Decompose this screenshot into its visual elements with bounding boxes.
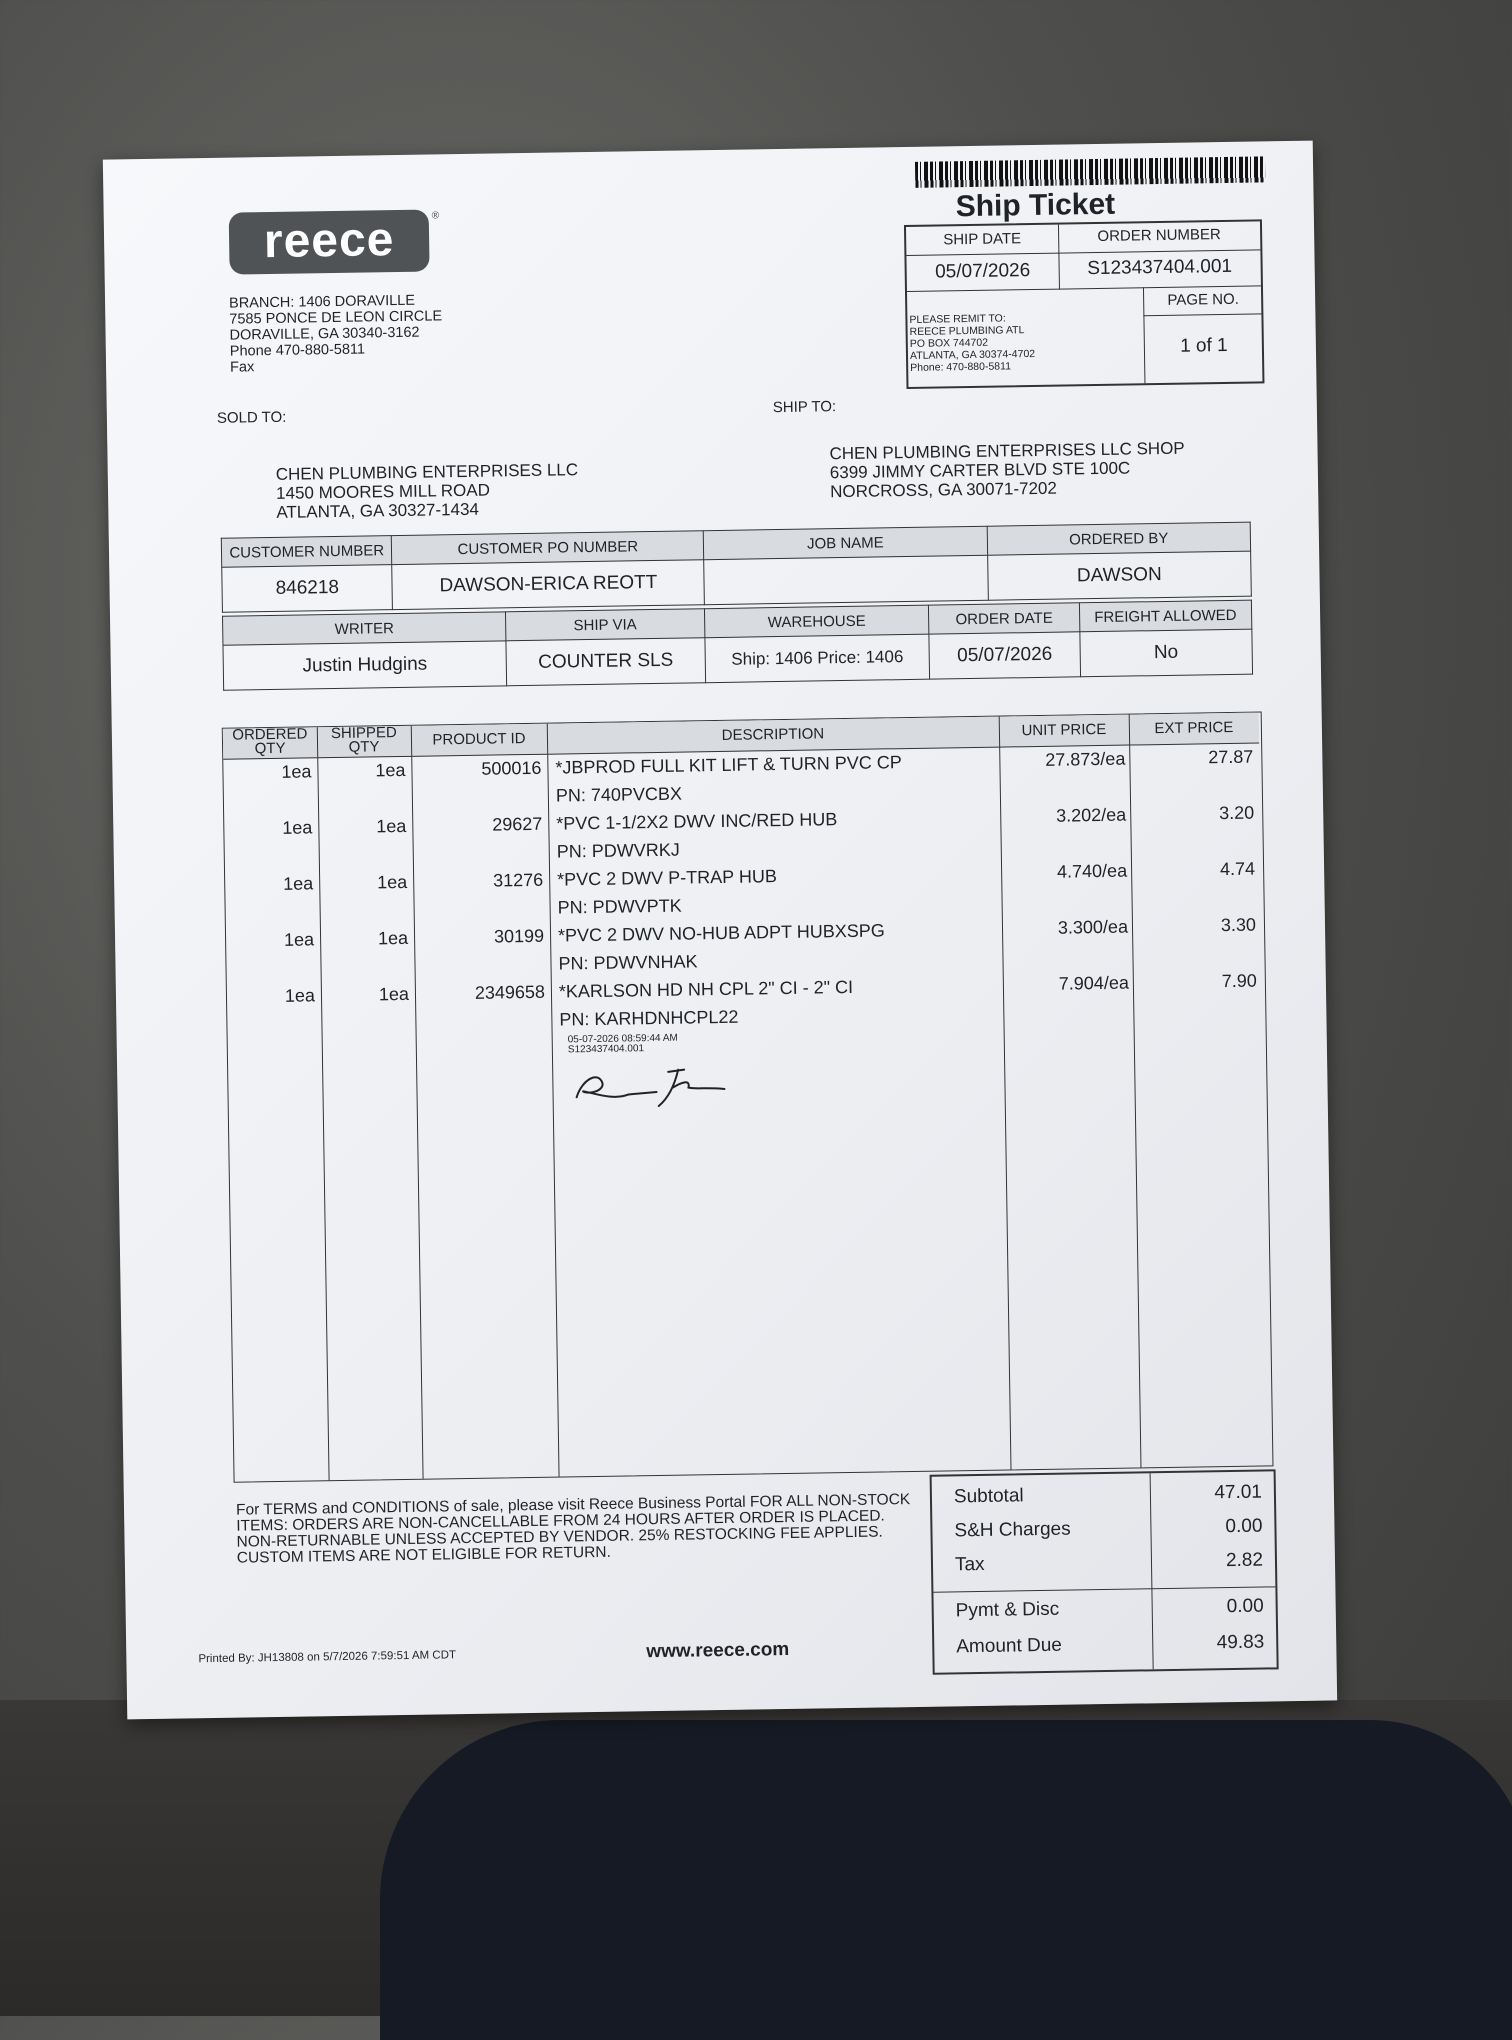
ship-date-value: 05/07/2026 <box>934 260 1031 283</box>
pymt-disc-row <box>934 1595 1276 1632</box>
part-number-cell: PN: PDWVPTK <box>557 895 682 918</box>
product-id-cell: 30199 <box>493 925 545 947</box>
order-number-value: S123437404.001 <box>1087 255 1233 280</box>
sh-charges-label: S&H Charges <box>954 1518 1071 1542</box>
shipped-qty-cell: 1ea <box>378 983 410 1005</box>
ship-to-address: CHEN PLUMBING ENTERPRISES LLC SHOP 6399 JIMMY CARTER BLVD STE 100C NORCROSS, GA 30071-7202 <box>829 438 1185 502</box>
ext-price-cell: 7.90 <box>1221 970 1258 992</box>
registered-mark: ® <box>431 210 440 222</box>
writer-value: Justin Hudgins <box>223 641 507 690</box>
page-number-value: 1 of 1 <box>1179 334 1228 357</box>
order-info-table-2 <box>222 600 1253 691</box>
ext-price-cell: 3.20 <box>1219 802 1255 824</box>
unit-price-cell: 3.300/ea <box>1057 916 1129 938</box>
subtotal-value: 47.01 <box>1214 1481 1263 1504</box>
shipped-qty-header: SHIPPED QTY <box>317 726 411 758</box>
part-number-cell: PN: PDWVNHAK <box>558 951 698 974</box>
description-cell: *JBPROD FULL KIT LIFT & TURN PVC CP <box>555 752 902 778</box>
ship-to-label: SHIP TO: <box>772 398 837 417</box>
subtotal-row <box>932 1481 1274 1518</box>
product-id-cell: 500016 <box>481 757 542 779</box>
tax-row <box>933 1549 1275 1586</box>
ship-via-value: COUNTER SLS <box>506 638 705 686</box>
sold-to-label: SOLD TO: <box>216 408 287 427</box>
tax-label: Tax <box>954 1553 985 1576</box>
unit-price-header: UNIT PRICE <box>999 715 1129 748</box>
reece-logo: reece <box>229 209 430 274</box>
unit-price-cell: 4.740/ea <box>1056 860 1128 882</box>
ship-ticket-document <box>103 141 1337 1720</box>
unit-price-cell: 3.202/ea <box>1056 804 1127 826</box>
amount-due-label: Amount Due <box>956 1634 1063 1658</box>
description-cell: *PVC 2 DWV P-TRAP HUB <box>557 866 778 890</box>
shipped-qty-cell: 1ea <box>376 815 407 837</box>
warehouse-value: Ship: 1406 Price: 1406 <box>705 634 930 683</box>
order-date-label: ORDER DATE <box>929 603 1080 634</box>
description-cell: *PVC 2 DWV NO-HUB ADPT HUBXSPG <box>557 920 885 946</box>
page-number-label: PAGE NO. <box>1167 290 1239 309</box>
order-number-label-cell <box>1058 221 1260 253</box>
page-title: Ship Ticket <box>955 187 1116 224</box>
ordered-qty-cell: 1ea <box>283 929 315 950</box>
shipped-qty-cell: 1ea <box>377 871 408 893</box>
warehouse-label: WAREHOUSE <box>704 605 929 638</box>
sh-charges-value: 0.00 <box>1225 1515 1263 1538</box>
page-number-cell <box>1143 313 1263 383</box>
signature-timestamp: 05-07-2026 08:59:44 AM S123437404.001 <box>567 1032 678 1056</box>
order-number-cell <box>1058 249 1261 289</box>
ordered-qty-cell: 1ea <box>284 985 316 1006</box>
branch-address: BRANCH: 1406 DORAVILLE 7585 PONCE DE LEON CIRCLE DORAVILLE, GA 30340-3162 Phone 470-880-5811 Fax <box>228 292 443 376</box>
freight-allowed-value: No <box>1079 629 1252 677</box>
freight-allowed-label: FREIGHT ALLOWED <box>1079 600 1252 632</box>
pymt-disc-label: Pymt & Disc <box>955 1598 1060 1622</box>
sh-charges-row <box>932 1515 1274 1552</box>
shipped-qty-cell: 1ea <box>375 759 406 781</box>
ship-via-label: SHIP VIA <box>506 609 705 641</box>
order-number-label: ORDER NUMBER <box>1097 226 1221 245</box>
product-id-cell: 2349658 <box>474 981 546 1003</box>
shipped-qty-cell: 1ea <box>377 927 409 949</box>
ordered-qty-cell: 1ea <box>281 761 312 782</box>
ordered-qty-cell: 1ea <box>282 817 313 838</box>
job-name-value <box>704 555 988 604</box>
ext-price-cell: 3.30 <box>1220 914 1257 936</box>
ship-date-label: SHIP DATE <box>943 230 1022 249</box>
description-cell: *PVC 1-1/2X2 DWV INC/RED HUB <box>556 809 838 834</box>
unit-price-cell: 27.873/ea <box>1045 748 1126 770</box>
description-cell: *KARLSON HD NH CPL 2" CI - 2" CI <box>558 976 854 1002</box>
ordered-qty-cell: 1ea <box>283 873 314 894</box>
ext-price-cell: 27.87 <box>1208 746 1254 768</box>
totals-separator <box>933 1586 1275 1592</box>
description-header: DESCRIPTION <box>547 717 999 755</box>
line-items-table <box>222 711 1274 1482</box>
product-id-header: PRODUCT ID <box>411 724 547 757</box>
part-number-cell: PN: 740PVCBX <box>555 783 683 806</box>
customer-number-label: CUSTOMER NUMBER <box>221 536 392 568</box>
customer-po-value: DAWSON-ERICA REOTT <box>392 560 704 610</box>
totals-box <box>930 1469 1279 1674</box>
terms-and-conditions: For TERMS and CONDITIONS of sale, please visit Reece Business Portal FOR ALL NON-STOCK ITEMS: ORDERS ARE NON-CANCELLABLE FROM 24 HOURS AFTER ORDER IS PLACED. NON-RETURNABLE UNLESS ACCEPTED BY VENDOR. 25% RESTOCKING FEE APPLIES. CUSTOM ITEMS ARE NOT ELIGIBLE FOR RETURN. <box>235 1491 911 1567</box>
ordered-qty-header: ORDERED QTY <box>223 727 317 759</box>
ext-price-cell: 4.74 <box>1219 858 1256 880</box>
customer-po-label: CUSTOMER PO NUMBER <box>392 531 704 565</box>
writer-label: WRITER <box>223 612 507 645</box>
barcode-image <box>915 156 1265 187</box>
remit-to-address: PLEASE REMIT TO: REECE PLUMBING ATL PO BOX 744702 ATLANTA, GA 30374-4702 Phone: 470-880-5811 <box>909 312 1036 374</box>
ext-price-header: EXT PRICE <box>1129 713 1259 746</box>
tax-value: 2.82 <box>1225 1549 1264 1572</box>
handwritten-signature <box>568 1057 749 1116</box>
amount-due-value: 49.83 <box>1216 1631 1265 1654</box>
product-id-cell: 29627 <box>492 813 543 835</box>
pymt-disc-value: 0.00 <box>1226 1595 1264 1618</box>
page-label-cell <box>1143 285 1262 316</box>
part-number-cell: PN: KARHDNHCPL22 <box>559 1006 739 1030</box>
customer-number-value: 846218 <box>222 565 393 613</box>
order-info-table-1 <box>221 522 1252 613</box>
ship-date-cell <box>906 253 1060 292</box>
part-number-cell: PN: PDWVRKJ <box>556 839 680 862</box>
unit-price-cell: 7.904/ea <box>1058 972 1130 994</box>
ordered-by-value: DAWSON <box>987 551 1251 600</box>
sold-to-address: CHEN PLUMBING ENTERPRISES LLC 1450 MOORES MILL ROAD ATLANTA, GA 30327-1434 <box>275 460 579 522</box>
background-legs <box>380 1720 1512 2040</box>
subtotal-label: Subtotal <box>953 1485 1024 1508</box>
product-id-cell: 31276 <box>492 869 544 891</box>
ordered-by-label: ORDERED BY <box>987 522 1251 555</box>
website-link: www.reece.com <box>646 1639 790 1663</box>
printed-by: Printed By: JH13808 on 5/7/2026 7:59:51 AM CDT <box>198 1649 457 1666</box>
ship-date-label-cell <box>906 225 1059 256</box>
amount-due-row <box>934 1631 1276 1668</box>
order-date-value: 05/07/2026 <box>929 632 1080 679</box>
job-name-label: JOB NAME <box>703 526 987 559</box>
